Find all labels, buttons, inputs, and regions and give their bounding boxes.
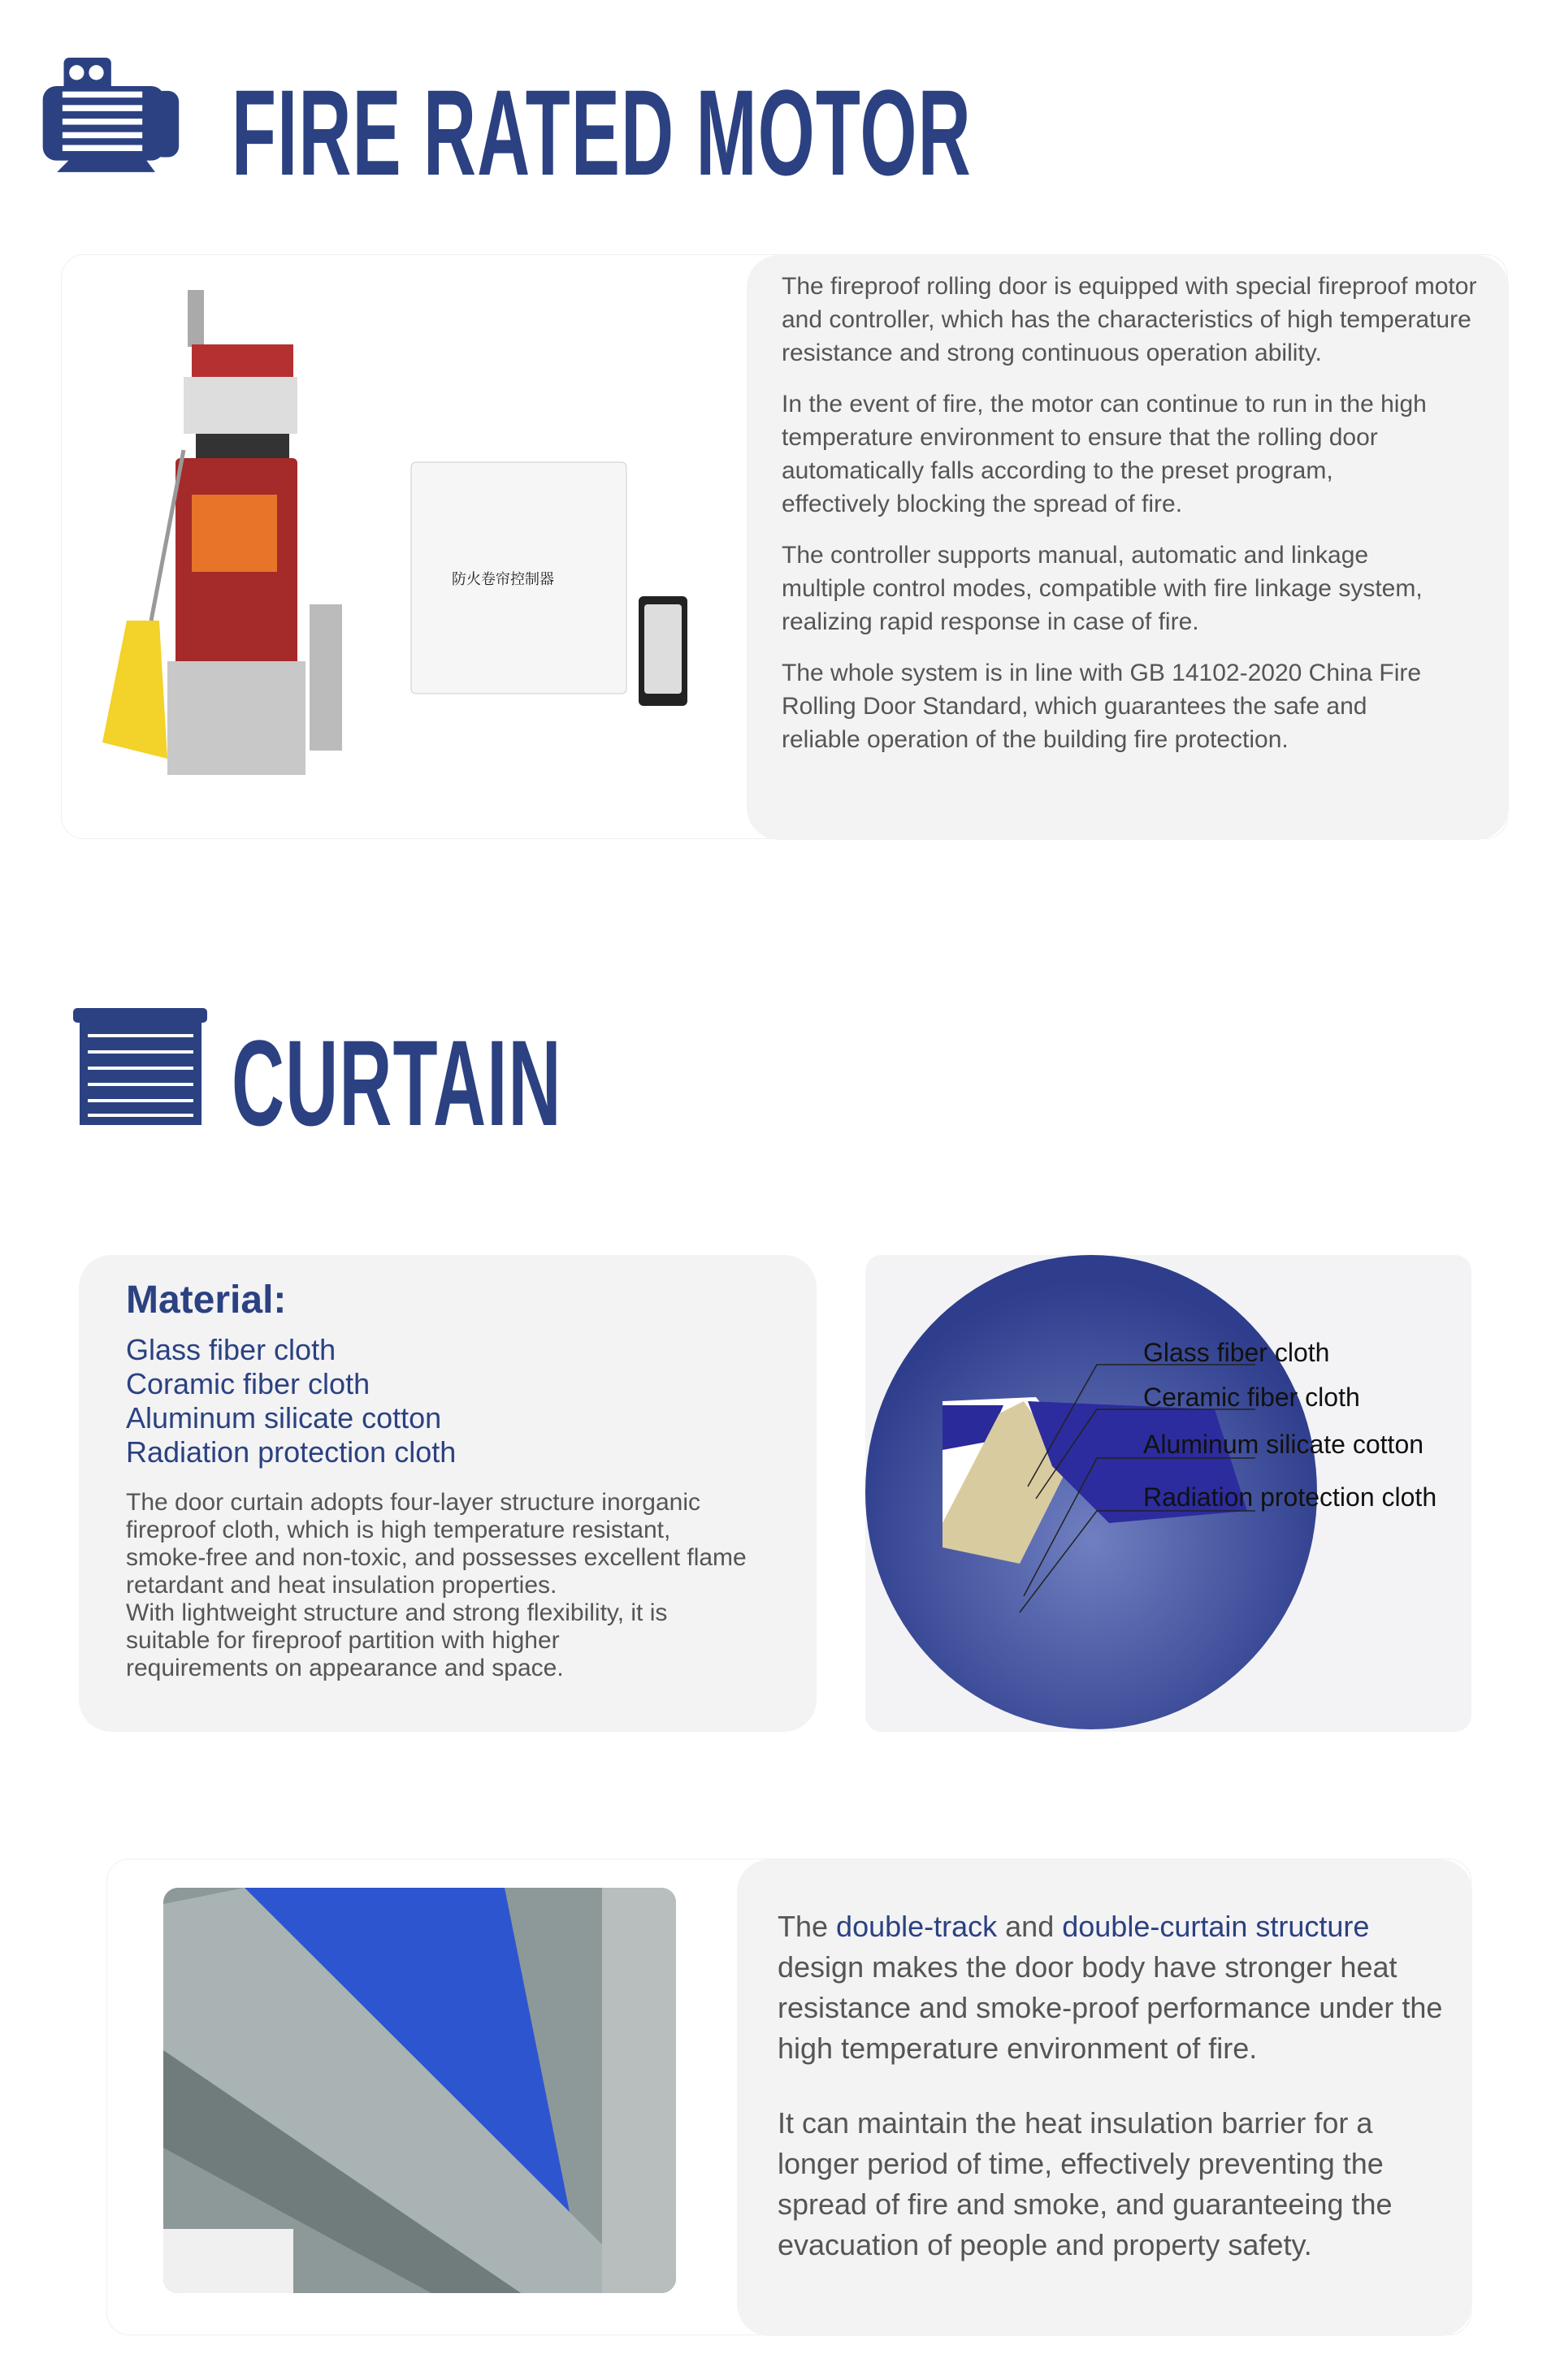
text: design makes the door body have stronger heat resistance and smoke-proof performance under the high temperature environment of fire.: [778, 1950, 1443, 2065]
highlight-double-curtain: double-curtain structure: [1062, 1910, 1370, 1943]
motor-description-panel: [747, 255, 1509, 840]
motor-paragraph: The controller supports manual, automatic and linkage multiple control modes, compatible with fire linkage system, realizing rapid response in case of fire.: [782, 542, 1423, 635]
layer-label: Glass fiber cloth: [1143, 1338, 1330, 1367]
motor-paragraph: In the event of fire, the motor can continue to run in the high temperature environment to ensure that the rolling door automatically falls according to the preset program, effectively blocking the spread of fire.: [782, 391, 1427, 517]
structure-card: [106, 1859, 1471, 2335]
motor-card: [61, 254, 1508, 839]
text: The: [778, 1910, 837, 1943]
section-title-curtain: CURTAIN: [232, 1015, 562, 1151]
double-curtain-photo: [163, 1888, 676, 2293]
layer-label: Radiation protection cloth: [1143, 1482, 1437, 1512]
svg-text:防火卷帘控制器: 防火卷帘控制器: [452, 571, 554, 588]
motor-paragraph: The whole system is in line with GB 14102-2020 China Fire Rolling Door Standard, which guarantees the safe and reliable operation of the building fire protection.: [782, 660, 1422, 753]
material-description: With lightweight structure and strong flexibility, it is suitable for fireproof partition with higher requirements on appearance and space.: [126, 1599, 668, 1681]
structure-paragraph: [778, 1906, 1444, 2069]
section-title-motor: FIRE RATED MOTOR: [232, 64, 972, 201]
layer-label: Ceramic fiber cloth: [1143, 1383, 1360, 1412]
text: and: [997, 1910, 1063, 1943]
material-heading: Material:: [126, 1279, 287, 1322]
material-item: Glass fiber cloth: [126, 1333, 336, 1366]
motor-paragraph: The fireproof rolling door is equipped with special fireproof motor and controller, which has the characteristics of high temperature resistance and strong continuous operation ability.: [782, 273, 1477, 366]
curtain-icon: [73, 1008, 207, 1130]
motor-product-image: [70, 271, 736, 807]
material-description: The door curtain adopts four-layer structure inorganic fireproof cloth, which is high temperature resistant, smoke-free and non-toxic, and possesses excellent flame retardant and heat insulation properties.: [126, 1489, 747, 1599]
motor-icon: [33, 45, 196, 184]
material-item: Radiation protection cloth: [126, 1435, 457, 1469]
structure-paragraph: It can maintain the heat insulation barrier for a longer period of time, effectively preventing the spread of fire and smoke, and guaranteeing the evacuation of people and property safety.: [778, 2106, 1393, 2261]
layer-label: Aluminum silicate cotton: [1143, 1430, 1424, 1459]
highlight-double-track: double-track: [836, 1910, 998, 1943]
material-card: [79, 1255, 817, 1732]
structure-description-panel: [737, 1859, 1472, 2336]
layer-diagram: [865, 1255, 1471, 1732]
material-item: Aluminum silicate cotton: [126, 1401, 442, 1434]
material-item: Coramic fiber cloth: [126, 1367, 370, 1400]
